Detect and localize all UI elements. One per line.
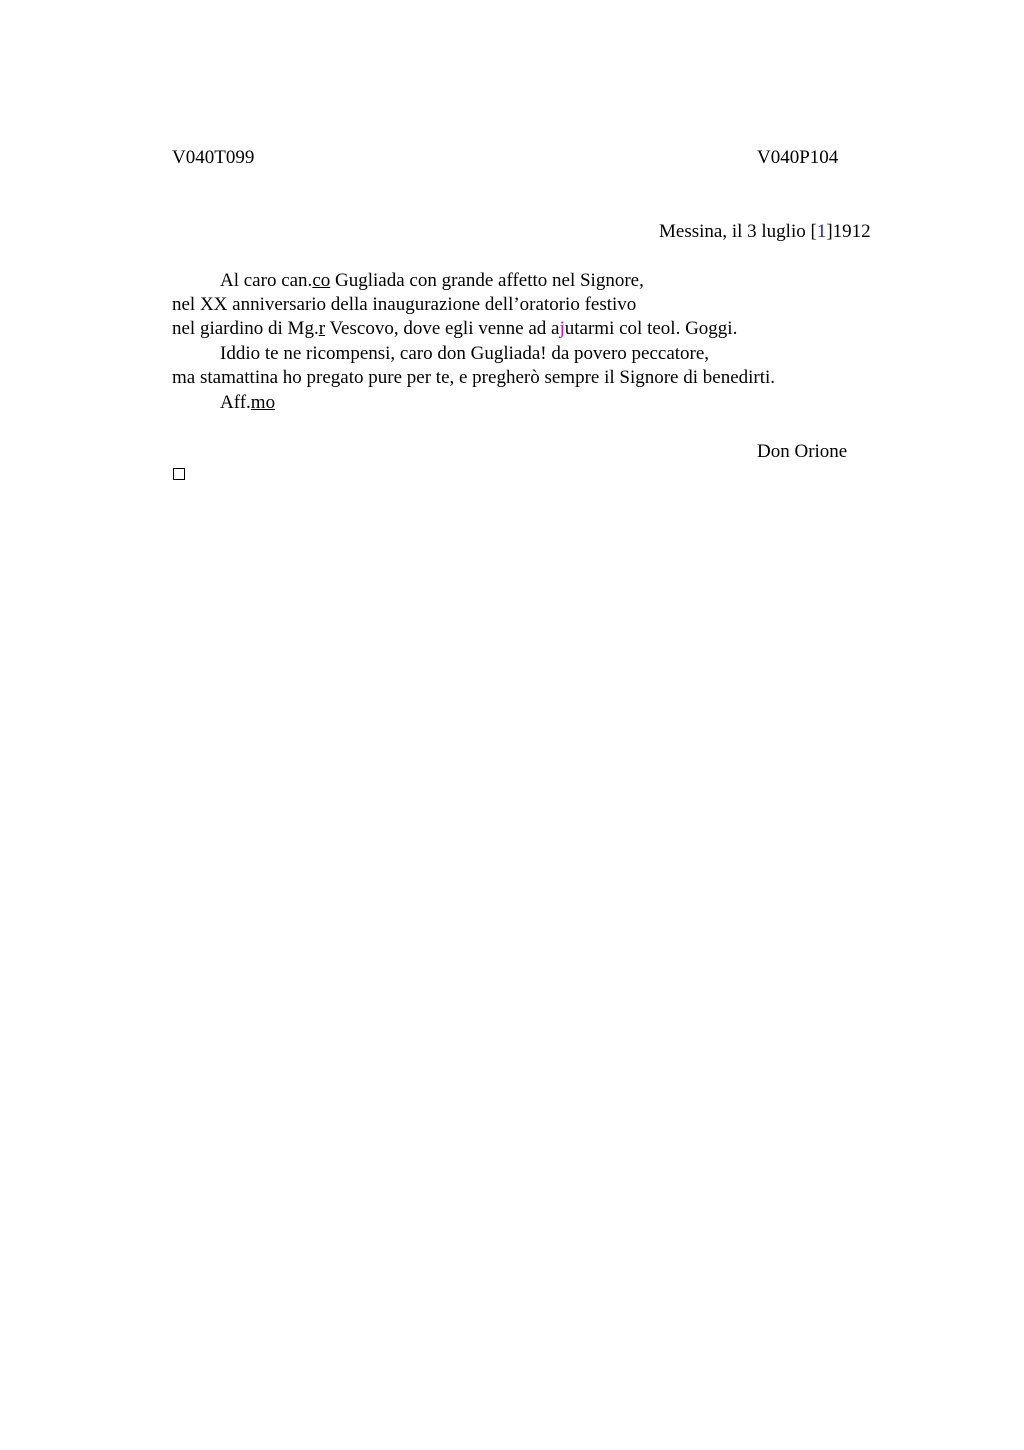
- highlighted-letter: j: [559, 318, 565, 339]
- body-line-1-text-a: Al caro can.: [220, 270, 313, 291]
- closing-salutation-text: Aff.: [220, 392, 251, 413]
- signature: Don Orione: [757, 441, 848, 462]
- body-line-1: [220, 269, 644, 293]
- abbreviation-r: r: [318, 318, 326, 339]
- document-code-right: V040P104: [757, 147, 839, 168]
- checkbox-square-icon: [173, 468, 185, 480]
- abbreviation-co: co: [312, 270, 331, 291]
- document-code-left: V040T099: [172, 147, 255, 168]
- body-line-3-text-b: Vescovo, dove egli venne ad a: [325, 318, 560, 339]
- dateline: [659, 220, 871, 244]
- body-line-3: [172, 317, 737, 341]
- dateline-year: ]1912: [826, 221, 871, 242]
- body-line-3-text-c: utarmi col teol. Goggi.: [564, 318, 738, 339]
- footnote-reference: 1: [816, 221, 827, 242]
- body-line-4: Iddio te ne ricompensi, caro don Gugliada! da povero peccatore,: [220, 343, 710, 364]
- closing-salutation: [220, 391, 275, 415]
- abbreviation-mo: mo: [250, 392, 276, 413]
- body-line-2: nel XX anniversario della inaugurazione dell’oratorio festivo: [172, 294, 637, 315]
- body-line-5: ma stamattina ho pregato pure per te, e pregherò sempre il Signore di benedirti.: [172, 367, 776, 388]
- body-line-3-text-a: nel giardino di Mg.: [172, 318, 319, 339]
- dateline-place-date: Messina, il 3 luglio [: [659, 221, 817, 242]
- body-line-1-text-b: Gugliada con grande affetto nel Signore,: [330, 270, 644, 291]
